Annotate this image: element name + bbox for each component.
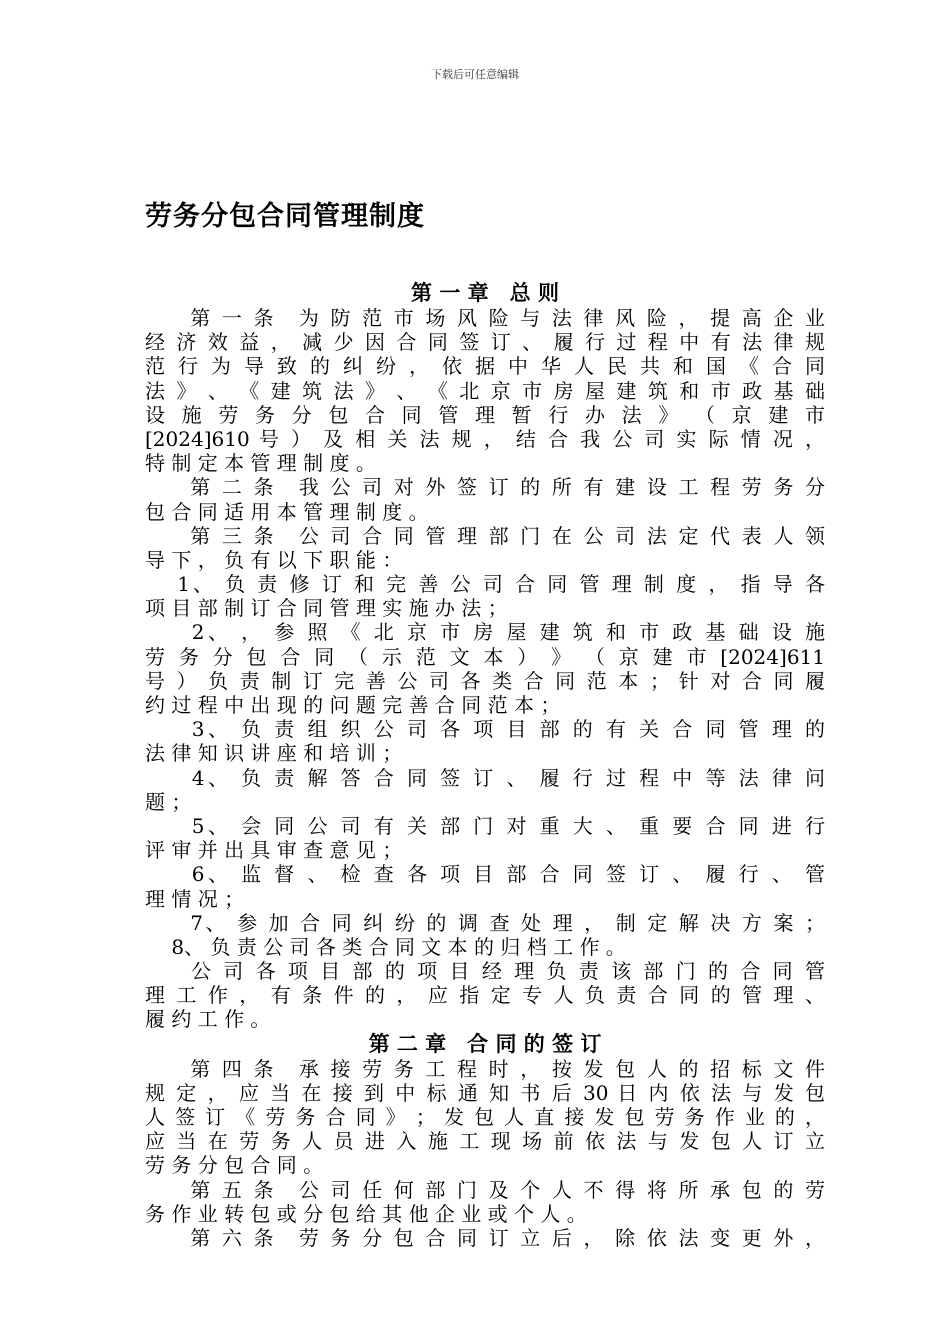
- paragraph: [145, 1226, 825, 1250]
- text-line: 7、 参 加 合 同 纠 纷 的 调 查 处 理 ， 制 定 解 决 方 案 ；: [145, 910, 825, 935]
- text-line: 理 工 作 ， 有 条 件 的 ， 应 指 定 专 人 负 责 合 同 的 管 理 、: [145, 983, 825, 1008]
- text-line: 法 律 知 识 讲 座 和 培 训 ；: [145, 741, 403, 766]
- text-line: 第 五 条 公 司 任 何 部 门 及 个 人 不 得 将 所 承 包 的 劳: [145, 1177, 825, 1202]
- text-line: 理 情 况 ；: [145, 886, 245, 911]
- paragraph: [145, 814, 825, 862]
- text-line: 2、 ， 参 照 《 北 京 市 房 屋 建 筑 和 市 政 基 础 设 施: [145, 620, 825, 645]
- text-line: 第 二 条 我 公 司 对 外 签 订 的 所 有 建 设 工 程 劳 务 分: [145, 475, 825, 500]
- paragraph: [145, 862, 825, 910]
- document-body: [145, 281, 825, 1250]
- text-line: 项 目 部 制 订 合 同 管 理 实 施 办 法 ；: [145, 596, 508, 621]
- paragraph: [145, 572, 825, 620]
- paragraph: [145, 935, 825, 959]
- paragraph: [145, 959, 825, 1032]
- text-line: 第 一 条 为 防 范 市 场 风 险 与 法 律 风 险 ， 提 高 企 业: [145, 306, 825, 330]
- paragraph: [145, 620, 825, 717]
- text-line: 履 约 工 作 。: [145, 1007, 271, 1032]
- text-line: 特 制 定 本 管 理 制 度 。: [145, 451, 376, 476]
- text-line: 应 当 在 劳 务 人 员 进 入 施 工 现 场 前 依 法 与 发 包 人 订 立: [145, 1129, 825, 1154]
- text-line: 人 签 订 《 劳 务 合 同 》 ； 发 包 人 直 接 发 包 劳 务 作 业 的 ，: [145, 1105, 825, 1129]
- text-line: 设 施 劳 务 分 包 合 同 管 理 暂 行 办 法 》 （ 京 建 市: [145, 402, 825, 427]
- text-line: 包 合 同 适 用 本 管 理 制 度 。: [145, 499, 429, 524]
- paragraph: [145, 306, 825, 475]
- text-line: 劳 务 分 包 合 同 。: [145, 1153, 324, 1178]
- text-line: 务 作 业 转 包 或 分 包 给 其 他 企 业 或 个 人 。: [145, 1201, 587, 1226]
- paragraph: [145, 717, 825, 765]
- paragraph: [145, 911, 825, 935]
- text-line: 3、 负 责 组 织 公 司 各 项 目 部 的 有 关 合 同 管 理 的: [145, 717, 825, 742]
- text-line: 第 六 条 劳 务 分 包 合 同 订 立 后 ， 除 依 法 变 更 外 ，: [145, 1225, 825, 1250]
- document-title: 劳务分包合同管理制度: [145, 201, 425, 232]
- text-line: 劳 务 分 包 合 同 （ 示 范 文 本 ） 》 （ 京 建 市 [2024]611: [145, 644, 825, 669]
- text-line: 第 四 条 承 接 劳 务 工 程 时 ， 按 发 包 人 的 招 标 文 件: [145, 1056, 825, 1081]
- paragraph: [145, 475, 825, 523]
- paragraph: [145, 524, 825, 572]
- text-line: 导 下 ， 负 有 以 下 职 能 ：: [145, 547, 403, 572]
- text-line: 1、 负 责 修 订 和 完 善 公 司 合 同 管 理 制 度 ， 指 导 各: [145, 572, 825, 597]
- paragraph: [145, 1057, 825, 1178]
- text-line: 范 行 为 导 致 的 纠 纷 ， 依 据 中 华 人 民 共 和 国 《 合 同: [145, 354, 825, 379]
- text-line: 题 ；: [145, 789, 192, 814]
- paragraph: [145, 1178, 825, 1226]
- text-line: 评 审 并 出 具 审 查 意 见 ；: [145, 838, 403, 863]
- header-note: 下载后可任意编辑: [431, 68, 519, 81]
- chapter-heading: 第 一 章 总 则: [411, 281, 559, 305]
- text-line: 约 过 程 中 出 现 的 问 题 完 善 合 同 范 本 ；: [145, 693, 561, 717]
- text-line: 号 ） 负 责 制 订 完 善 公 司 各 类 合 同 范 本 ； 针 对 合 同 履: [145, 668, 825, 693]
- text-line: 6、 监 督 、 检 查 各 项 目 部 合 同 签 订 、 履 行 、 管: [145, 862, 825, 887]
- text-line: [2024]610 号 ） 及 相 关 法 规 ， 结 合 我 公 司 实 际 情 况 ，: [145, 426, 825, 451]
- text-line: 第 三 条 公 司 合 同 管 理 部 门 在 公 司 法 定 代 表 人 领: [145, 523, 825, 548]
- text-line: 法 》 、 《 建 筑 法 》 、 《 北 京 市 房 屋 建 筑 和 市 政 基 础: [145, 378, 825, 403]
- text-line: 规 定 ， 应 当 在 接 到 中 标 通 知 书 后 30 日 内 依 法 与 发 包: [145, 1080, 825, 1105]
- text-line: 经 济 效 益 ， 减 少 因 合 同 签 订 、 履 行 过 程 中 有 法 律 规: [145, 330, 825, 355]
- text-line: 4、 负 责 解 答 合 同 签 订 、 履 行 过 程 中 等 法 律 问: [145, 765, 825, 790]
- paragraph: [145, 766, 825, 814]
- text-line: 5、 会 同 公 司 有 关 部 门 对 重 大 、 重 要 合 同 进 行: [145, 813, 825, 838]
- text-line: 公 司 各 项 目 部 的 项 目 经 理 负 责 该 部 门 的 合 同 管: [145, 959, 825, 984]
- text-line: 8、 负 责 公 司 各 类 合 同 文 本 的 归 档 工 作 。: [145, 934, 626, 959]
- chapter-heading: 第 二 章 合 同 的 签 订: [368, 1031, 602, 1056]
